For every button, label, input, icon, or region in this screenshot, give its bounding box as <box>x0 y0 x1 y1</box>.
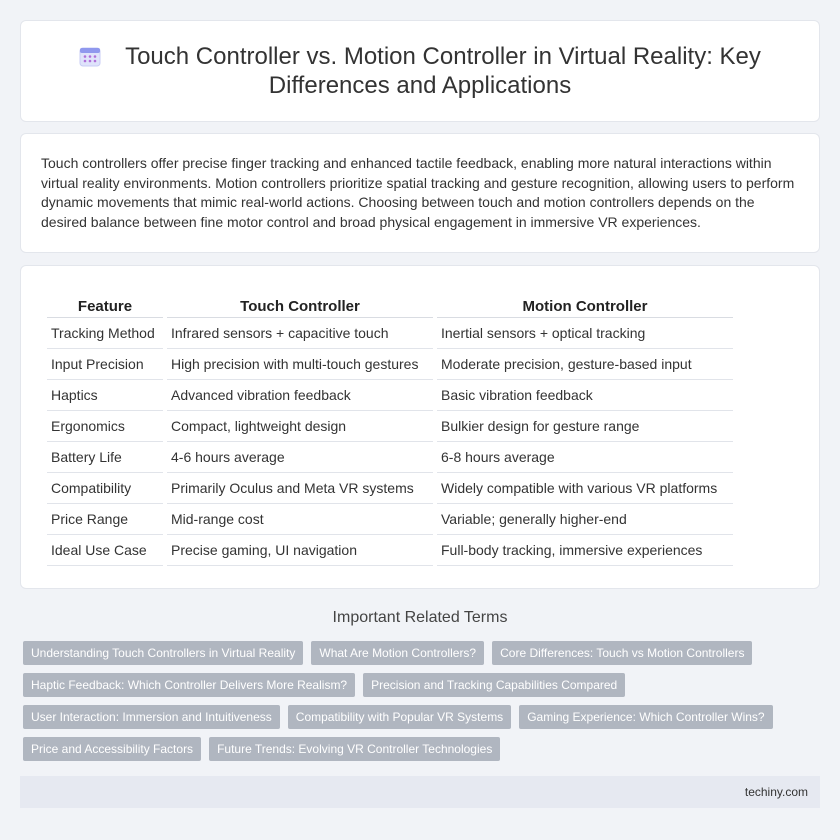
table-header-row <box>47 294 733 318</box>
table-cell: Compact, lightweight design <box>167 411 433 442</box>
table-cell: Primarily Oculus and Meta VR systems <box>167 473 433 504</box>
related-terms-row <box>23 673 803 697</box>
related-terms-row <box>23 705 803 729</box>
table-row <box>47 442 733 473</box>
comparison-table <box>43 294 737 566</box>
table-cell: Haptics <box>47 380 163 411</box>
comparison-table-card <box>20 265 820 589</box>
column-header-feature: Feature <box>47 294 163 318</box>
table-row <box>47 473 733 504</box>
related-term-tag[interactable]: Compatibility with Popular VR Systems <box>288 705 511 729</box>
table-cell: Battery Life <box>47 442 163 473</box>
table-cell: Widely compatible with various VR platforms <box>437 473 733 504</box>
table-cell: Tracking Method <box>47 318 163 349</box>
table-cell: Variable; generally higher-end <box>437 504 733 535</box>
table-cell: Precise gaming, UI navigation <box>167 535 433 566</box>
table-cell: 4-6 hours average <box>167 442 433 473</box>
related-term-tag[interactable]: Price and Accessibility Factors <box>23 737 201 761</box>
table-cell: Ergonomics <box>47 411 163 442</box>
related-term-tag[interactable]: Precision and Tracking Capabilities Compared <box>363 673 625 697</box>
related-term-tag[interactable]: What Are Motion Controllers? <box>311 641 484 665</box>
table-cell: Infrared sensors + capacitive touch <box>167 318 433 349</box>
related-terms-title: Important Related Terms <box>332 609 508 626</box>
table-row <box>47 380 733 411</box>
footer <box>20 776 820 808</box>
related-term-tag[interactable]: Gaming Experience: Which Controller Wins? <box>519 705 772 729</box>
intro-text: Touch controllers offer precise finger tracking and enhanced tactile feedback, enabling more natural interactions within virtual reality environments. Motion controllers prioritize spatial tracking and gesture recognition, allowing users to perform dynamic movements that mimic real-world actions. Choosing between touch and motion controllers depends on the desired balance between fine motor control and broad physical engagement in immersive VR experiences. <box>41 155 795 230</box>
table-row <box>47 349 733 380</box>
table-cell: 6-8 hours average <box>437 442 733 473</box>
table-row <box>47 318 733 349</box>
column-header-motion: Motion Controller <box>437 294 733 318</box>
related-terms-list <box>23 641 803 769</box>
footer-site: techiny.com <box>744 785 808 799</box>
page-title-text: Touch Controller vs. Motion Controller in Virtual Reality: Key Differences and Applications <box>125 43 761 99</box>
table-cell: Bulkier design for gesture range <box>437 411 733 442</box>
table-row <box>47 504 733 535</box>
column-header-touch: Touch Controller <box>167 294 433 318</box>
related-term-tag[interactable]: Haptic Feedback: Which Controller Delivers More Realism? <box>23 673 355 697</box>
intro-card <box>20 133 820 253</box>
related-term-tag[interactable]: Understanding Touch Controllers in Virtual Reality <box>23 641 303 665</box>
related-term-tag[interactable]: Core Differences: Touch vs Motion Controllers <box>492 641 752 665</box>
table-cell: Inertial sensors + optical tracking <box>437 318 733 349</box>
table-cell: Ideal Use Case <box>47 535 163 566</box>
table-cell: Full-body tracking, immersive experiences <box>437 535 733 566</box>
related-term-tag[interactable]: Future Trends: Evolving VR Controller Technologies <box>209 737 500 761</box>
table-cell: Moderate precision, gesture-based input <box>437 349 733 380</box>
table-cell: High precision with multi-touch gestures <box>167 349 433 380</box>
table-cell: Mid-range cost <box>167 504 433 535</box>
header-card <box>20 20 820 122</box>
table-cell: Price Range <box>47 504 163 535</box>
related-terms-row <box>23 641 803 665</box>
table-cell: Input Precision <box>47 349 163 380</box>
calendar-icon <box>79 45 101 67</box>
related-terms-row <box>23 737 803 761</box>
table-row <box>47 535 733 566</box>
table-cell: Compatibility <box>47 473 163 504</box>
page-title <box>61 42 779 100</box>
table-cell: Advanced vibration feedback <box>167 380 433 411</box>
table-row <box>47 411 733 442</box>
related-term-tag[interactable]: User Interaction: Immersion and Intuitiveness <box>23 705 280 729</box>
table-cell: Basic vibration feedback <box>437 380 733 411</box>
